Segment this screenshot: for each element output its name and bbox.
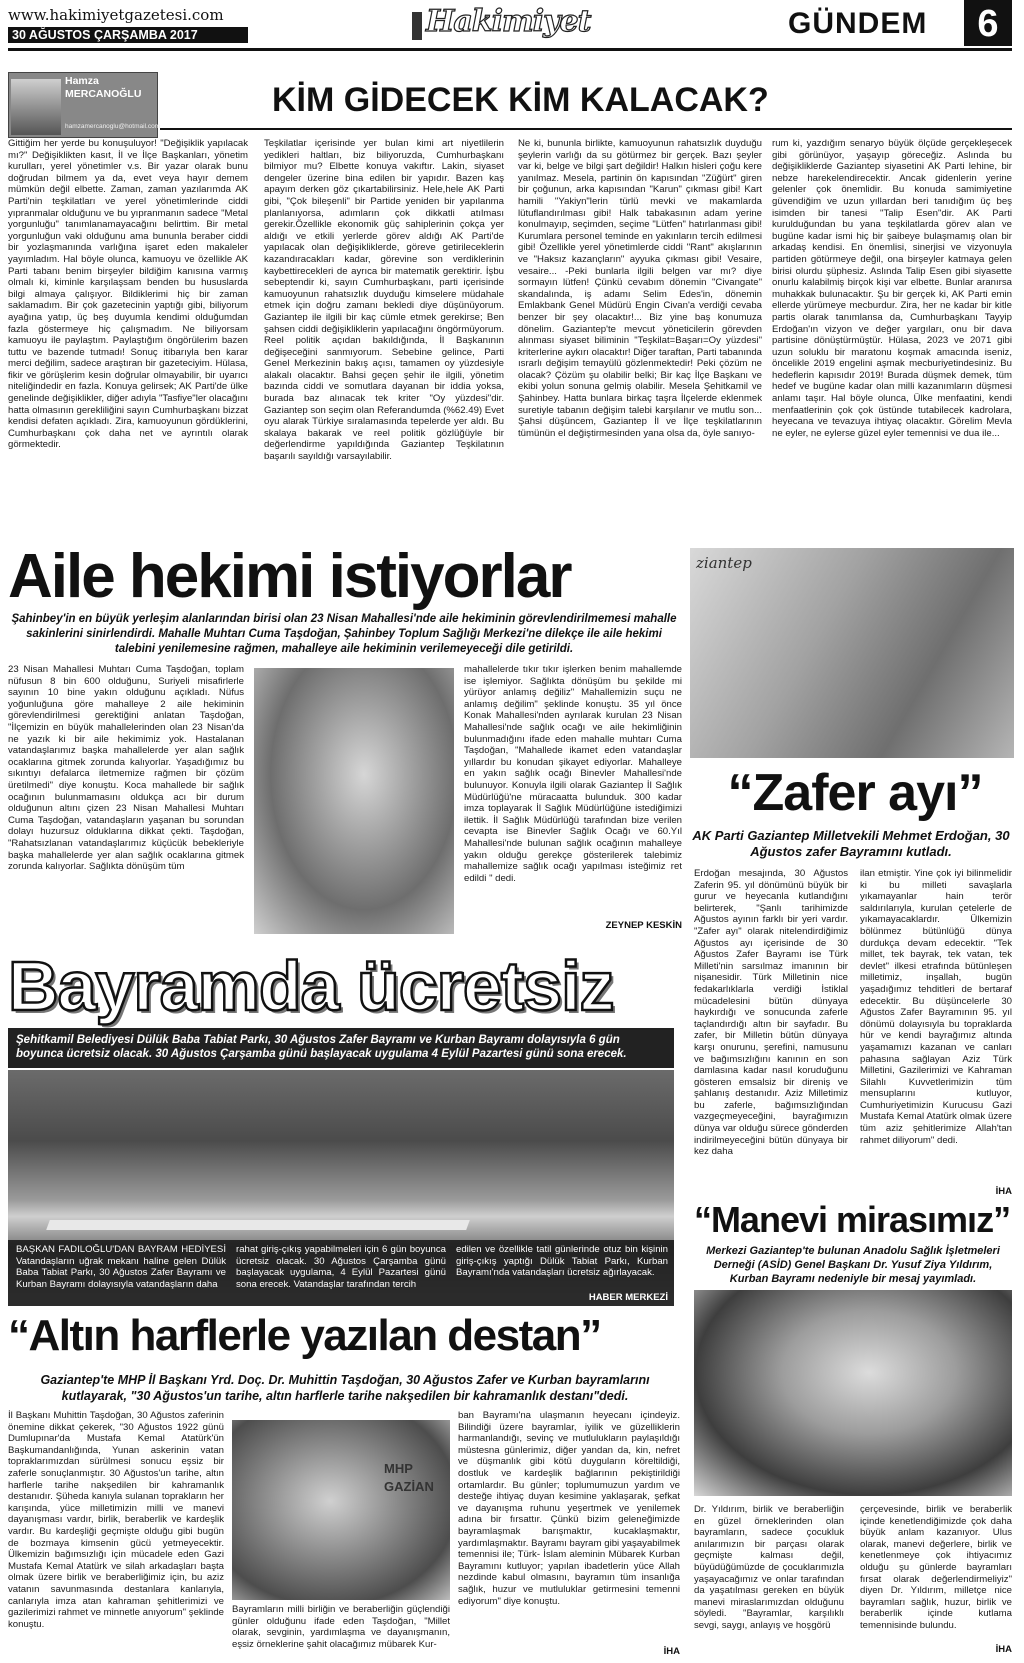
website-url[interactable]: www.hakimiyetgazetesi.com [8,6,224,24]
bayram-byline: HABER MERKEZİ [588,1292,668,1303]
newspaper-logo [412,4,612,44]
column-text-col4: rum ki, yazdığım senaryo büyük ölçüde gerçekleşecek gibi görünüyor, yaşayıp göreceğiz. Aslında bu değişikliklerde Gaziantep siyasetini AK Parti lehine, bir nebze harekelendirecektir. Ancak gidenlerin yerine gelenler çok önemlidir. Bu konuda samimiyetine güvendiğim ve uzun yıllardan beri tanıdığım üç beş isimden bir tanesi "Talip Esen"dir. AK Parti kurulduğundan bu yana teşkilatlarda görev alan ve bugüne kadar ismi hiç bir şaibeye bulaşmamış olan bir arkadaş kendisi. En önemlisi, sinerjisi ve vizyonuyla partiden götürmeye değil, ona birşeyler katmaya gelen birisi olurdu şüphesiz. Aslında Talip Esen gibi siyasette onurlu kalabilmiş birçok kişi var elbette. Bunlar aranırsa muhakkak bulunacaktır. Şu bir gerçek ki, AK Parti emin ellerde yürümeye mecburdur. Zira, her ne kadar bir kitle partis olarak tanımlansa da, Cumhurbaşkanı Tayyip Erdoğan'ın vizyon ve değer yargıları, onu bir dava partisine dönüştürmüştür. Hülasa, 2023 ve 2071 gibi uzun soluklu bir maratonu koşmak amacında iseniz, öncelikle 2019 engelini aşmak mecburiyetindesiniz. Bu hedeflerin kapısıdır 2019! Burada düşmek demek, tüm hedef ve bugüne kadar olan milli kazanımların düşmesi anlamı taşır. Hal böyle olunca, Ülke menfaatini, kendi menfaatlerinin çok çok üstünde tutabilecek kadrolara, heyecana ve tevazuya ihtiyaç olacaktır. Görelim Mevla ne eyler, ne eylerse güzel eyler temennisi ve dua ile... [772,138,1012,439]
page-number: 6 [964,0,1012,46]
manevi-photo [694,1290,1012,1496]
aile-headline: Aile hekimi istiyorlar [8,542,571,611]
altin-text-col3: ban Bayramı'na ulaşmanın heyecanı içindeyiz. Bilindiği üzere bayramlar, iyilik ve güzelliklerin harmanlandığı, sevinç ve mutlulukların paylaşıldığı müstesna günlerimiz, diğer yandan da, kin, nefret ve düşmanlık gibi kötü duyguların köreltildiği, dostluk ve kardeşlik bağlarının pekiştirildiği ortamlardır. Bu günler; toplumumuzun yardım ve desteğe ihtiyaç duyan kesimine yaklaşarak, şefkat ve dayanışma ruhunu yeşertmek ve yenilemek adına bir fırsattır. Çünkü bizim geleneğimizde bayramlaşmak barışmaktır, kucaklaşmaktır, yardımlaşmaktır. Bayramı bayram gibi yaşayabilmek temennisi ile; Türk- İslam aleminin Mübarek Kurban Bayramını kutluyor; yapılan ibadetlerin yüce Allah nezdinde kabul olmasını, bayramın tüm insanlığa sağlık, huzur ve mutluluklar getirmesini temenni ediyorum" diye konuştu. [458,1410,680,1607]
logo-bar-icon [412,12,422,40]
aile-photo [254,668,454,934]
bayram-caption-col3: edilen ve özellikle tatil günlerinde otuz bin kişinin giriş-çıkış yaptığı Dülük Tabiat Parkı, Kurban Bayramı'nda vatandaşları ücretsiz ağırlayacak. [456,1244,668,1279]
author-name: Hamza MERCANOĞLU [65,75,142,100]
column-headline: KİM GİDECEK KİM KALACAK? [272,81,769,119]
zafer-text-col2: ilan etmiştir. Yine çok iyi bilinmelidir ki bu milleti savaşlarla yıkamayanlar hain terör saldırılarıyla, kurulan çetelerle de yıkamayacaklardır. Ülkemizin bölünmez bütünlüğü dünya durdukça devam edecektir. "Tek millet, tek bayrak, tek vatan, tek devlet" ilkesi etrafında bütünleşen milletimiz, inşallah, bugün yaşadığımız tehditleri de bertaraf edecektir. Bu düşüncelerle 30 Ağustos Zafer Bayramının 95. yıl dönümü dolayısıyla bu topraklarda hür ve kendi bayrağımız altında yaşamamızı kazanan ve canları pahasına sağlayan Aziz Türk Milletini, Gazilerimizi ve Kahraman Silahlı Kuvvetlerimizin tüm mensuplarını kutluyor, Cumhuriyetimizin Kurucusu Gazi Mustafa Kemal Atatürk olmak üzere tüm aziz şehitlerimize Allah'tan rahmet diliyorum" dedi. [860,868,1012,1146]
column-text-col2: Teşkilatlar içerisinde yer bulan kimi art niyetlilerin yedikleri haltları, biz biliyoruzda, Cumhurbaşkanı bilmiyor mu? Elbette konuya vakıftır. Lakin, siyaset dengeler üzerine bina edilen bir yapıdır. Bazen kaş apayım derken göz çıkartabilirsiniz. Hele,hele AK Parti gibi, "Çok bileşenli" bir Partide yeniden bir yapılanma planlanıyorsa, adımların çok dikkatli atılması gerekir.Özellikle ekonomik güç sahiplerinin çokça yer aldığı ve etkili yerlerde görev aldığı AK Parti'de yapılacak olan değişikliklerde, göreve getirileceklerin kazandıracakları kadar, görevine son verdiklerinin kaybettirecekleri de ayrıca bir matematik gerektirir. İşbu sebeptendir ki, sayın Cumhurbaşkanı, parti içerisinde kamuoyunun rahatsızlık duyduğu kimselere müdahale etmek için doğru zamanı bekledi diye düşünüyorum. Gaziantep ile ilgili bir kaç cümle etmek gerekirse; Ben şahsen ciddi değişikliklerin yapılacağını öngörmüyorum. Reel politik açıdan bakıldığında, İl Başkanının değişeceğini sanmıyorum. Sebebine gelince, Parti Genel Merkezinin bakış açısı, tamamen oy yüzdesiyle alakalı olacaktır. Bahsi geçen şehir ile ilgili, yönetim bazında ciddi ve somutlara dayanan bir iddia yoksa, burada baz alınacak tek kriter "Oy yüzdesi"dir. Gaziantep son seçim olan Referandumda (%62.49) Evet oyu alarak Türkiye sıralamasında tepelerde yer aldı. Bu skalaya bakarak ve reel politik gözlüğüyle bir değerlendirme yapıldığında Gaziantep Teşkilatının başarılı sayıldığı varsayılabilir. [264,138,504,463]
author-email[interactable]: hamzamercanoglu@hotmail.com [65,123,161,130]
zafer-text-col1: Erdoğan mesajında, 30 Ağustos Zaferin 95. yıl dönümünü büyük bir gurur ve heyecanla kutlandığını belirterek, "Şanlı tarihimizde Ağustos ayının farklı bir yeri vardır. "Zafer ayı" olarak nitelendirdiğimiz Ağustos ayı içerisinde de 30 Ağustos Zafer Bayramı ise Türk Milleti'nin sarsılmaz imanının bir nişanesidir. Türk Milletinin nice fedakarlıklarla verdiği İstiklal mücadelesini bütün dünyaya haykırdığı ve sonucunda zaferle taçlandırdığı altın bir sayfadır. Bu zafer, bir Milletin bütün dünyaya karşı onurunu, şerefini, namusunu ve bağımsızlığını kanının en son damlasına kadar nasıl koruduğunu gösteren emsalsiz bir direniş ve şahlanış destanıdır. Aziz Milletimiz bu zaferle, bağımsızlığından vazgeçmeyeceğini, bayrağımızın dünya var olduğu sürece gönderden indirilmeyeceğini bütün dünyaya bir kez daha [694,868,848,1158]
altin-byline: İHA [663,1646,680,1657]
zafer-brand-text: ziantep [696,554,752,572]
manevi-headline: “Manevi mirasımız” [693,1199,1011,1240]
boardwalk-icon [46,1220,470,1230]
section-title: GÜNDEM [788,7,928,40]
author-box [8,72,161,138]
aile-text-col1: 23 Nisan Mahallesi Muhtarı Cuma Taşdoğan, toplam nüfusun 8 bin 600 olduğunu, Suriyeli misafirlerle sayının 10 bine yakın olduğunu açıkladı. Nüfus yoğunluğuna göre mahalleye 2 aile hekiminin görevlendirilmesi gerektiğini anlatan Taşdoğan, "İlçemizin en büyük mahallelerinden olan 23 Nisan'da ne yazık ki bir aile hekimimiz yok. Hastalanan vatandaşlarımız başka mahallelerde yer alan sağlık ocaklarına gitmek zorunda kalıyorlar. Yaşadığımız bu sıkıntıyı defalarca iletmemize rağmen bir çözüm üretilmedi" diye konuştu. Koca mahallede bir sağlık ocağının bulunmamasını oldukça acı bir durum olduğunun altını çizen 23 Nisan Mahallesi Muhtarı Cuma Taşdoğan, vatandaşların yaşanan bu sorundan dolayı huzursuz olduklarına dikkat çekti. Taşdoğan, "Rahatsızlanan vatandaşlarımız küçücük bebekleriyle başka mahallelerde yer alan sağlık ocaklarına gitmek zorunda kalıyorlar. Sağlıkta dönüşüm tüm [8,664,244,873]
aile-text-col2: mahallelerde tıkır tıkır işlerken benim mahallemde ise işlemiyor. Sağlıkta dönüşüm bu şekilde mi yürüyor anlamış değiliz" Mahallemizin suçu ne anlamış değilim" şeklinde konuştu. 35 yıl önce Konak Mahallesi'nden ayrılarak kurulan 23 Nisan Mahallesi'nde sağlık ocağı ve aile hekimliğinin bulunmadığını ifade eden mahalle muhtarı Cuma Taşdoğan, "Mahallede ikamet eden vatandaşlar yıllardır bu konudan şikayet ediyorlar. Mahalleye en yakın sağlık ocağı Binevler Mahallesi'nde bulunuyor. Konuyla ilgili olarak Gaziantep İl Sağlık Müdürlüğü'ne müracaatta bulunduk. 300 kadar imza toplayarak İl Sağlık Müdürlüğüne istediğimizi ilettik. İl Sağlık Müdürlüğü tarafından bize verilen cevapta ise Binevler Sağlık Ocağı ve 60.Yıl Mahallesi'nde bulunan sağlık ocağının mahalleye yakın olduğu gerekçe gösterilerek talebimiz mahallemize sağlık ocağı yapılması isteğimiz ret edildi " dedi. [464,664,682,884]
manevi-byline: İHA [995,1644,1012,1655]
issue-date: 30 AĞUSTOS ÇARŞAMBA 2017 [8,27,248,43]
zafer-subhead: AK Parti Gaziantep Milletvekili Mehmet Erdoğan, 30 Ağustos zafer Bayramını kutladı. [692,828,1010,859]
bayram-subhead: Şehitkamil Belediyesi Dülük Baba Tabiat Parkı, 30 Ağustos Zafer Bayramı ve Kurban Bayramı dolayısıyla 6 gün boyunca ücretsiz olacak. 30 Ağustos Çarşamba günü başlayacak uygulama 4 Eylül Pazartesi günü sona erecek. [16,1034,627,1060]
zafer-photo [690,548,1014,758]
manevi-subhead: Merkezi Gaziantep'te bulunan Anadolu Sağlık İşletmeleri Derneği (ASİD) Genel Başkanı Dr. Yusuf Ziya Yıldırım, Kurban Bayramı nedeniyle bir mesaj yayımladı. [706,1245,1000,1285]
altin-photo-sign: MHP GAZİAN [384,1461,434,1494]
manevi-text-col2: çerçevesinde, birlik ve beraberlik içinde kenetlendiğimizde çok daha büyük anlam kazanıyor. Ulus olarak, manevi değerlere, birlik ve kenetlenmeye çok ihtiyacımız olduğu şu günlerde bayramları fırsat olarak değerlendirmeliyiz" diyen Dr. Yıldırım, milletçe nice bayramları sağlık, huzur, birlik ve beraberlik içinde kutlama temennisinde bulundu. [860,1504,1012,1631]
column-rule [160,128,1012,130]
author-photo [11,79,61,135]
logo-text: Hakimiyet [426,4,591,39]
bayram-caption-col1: BAŞKAN FADILOĞLU'DAN BAYRAM HEDİYESİ Vatandaşların uğrak mekanı haline gelen Dülük Baba Tabiat Parkı, 30 Ağustos Zafer Bayramı ve Kurban Bayramı dolayısıyla vatandaşların daha [16,1244,226,1290]
bayram-subhead-bar [8,1028,674,1068]
zafer-headline: “Zafer ayı” [727,764,983,822]
bayram-headline: Bayramda ücretsiz [8,947,614,1025]
aile-byline: ZEYNEP KESKİN [605,920,682,931]
header-divider [8,48,1012,51]
altin-headline: “Altın harflerle yazılan destan” [8,1311,601,1360]
column-text-col3: Ne ki, bununla birlikte, kamuoyunun rahatsızlık duyduğu şeylerin varlığı da su götürmez bir gerçek. Bazı şeyler var ki, belge ve bilgi şart değildir! Halkın hisleri çoğu kere yanılmaz. Mesela, partinin ön kapısından "Züğürt" giren bir çoğunun, arka kapısından "Karun" çıkması gibi! Kart hamili "Yakiyn"lerin türlü mevki ve makamlarda lütuflandırılması gibi! Halk tabakasının adam yerine konulmayıp, seçimden, seçime "Lütfen" hatırlanması gibi! Kurumlara personel teminde en yakınların tercih edilmesi gibi! Özellikle yerel yönetimlerde ciddi "Rant" akışlarının ve "Haksız kazançların" ayyuka çıkması gibi! Vesaire, vesaire... -Peki bunlarla ilgili belgen var mı? diye sormayın lütfen! Çünkü cevabım dönemin "Civangate" skandalında, iş adamı Selim Edes'in, dönemin Emlakbank Genel Müdürü Engin Civan'a verdiği cevaba benzer bir şey olacaktır!... Biz yine baş konumuza dönelim. Gaziantep'te mevcut yöneticilerin görevden alınması siyaset biliminin "Teşkilat=Başarı=Oy yüzdesi" kriterlerine aykırı olacaktır! Diğer taraftan, Parti tabanında ısrarlı değişim temayülü gözlenmektedir! Peki çözüm ne olacak? Çözüm şu olabilir belki; Bir kaç İlçe Başkanı ve ekibi yolun sonuna gelmiş olabilir. Mesela Şehitkamil ve Şahinbey. Hatta bunlara birkaç taşra İlçelerde eklenmek suretiyle tabanın değişim talebi karşılanır ve mutlu son... Şahsi düşüncem, Gaziantep İl ve İlçe teşkilatlarının tümünün el değiştirmesinden yana olsa da, öyle sanıyo- [518,138,762,439]
column-text-col1: Gittiğim her yerde bu konuşuluyor! "Değişiklik yapılacak mı?" Değişiklikten kasıt, İl ve İlçe Başkanları, yönetim kurulları, yerel yönetimler v.s. Bir yazar olarak bunu doğrudan bilmem ya da, evet veya hayır demem mümkün değil elbette. Zaman, zaman yazılarımda AK Parti'nin teşkilatları ve yerel yönetimlerinde ciddi yıpranmalar olduğunu ve bu yıpranmanın sadece "Metal yorgunluğu" tanımlanamayacağını belirttim. Bir metal yorgunluğun vaki olduğunu ama bununla beraber ciddi bir yozlaşmanında varlığına işaret eden makaleler yayımladım. Hal böyle olunca, kamuoyu ve özellikle AK Parti tabanı benim birşeyler bildiğim kanısına varmış olmalı ki, kiminle karşılaşsam benden bu hususlarda bilgi almaya çalışıyor. Bildiklerimi hiç bir zaman saklamadım. Bir çok gazetecinin yaptığı gibi, biliyorum ayağına yatıp, üç beş duyumla kendimi olduğumdan fazla göstermeye hiç çalışmadım. Ne biliyorsam kamuoyu ile paylaştım. Paylaştığım öngörülerim bazen tuttu ve bazende tutmadı! Sonuç itibarıyla ben karar merci değilim, sadece araştıran bir gazeteciyim. Hülasa, fikir ve görüşlerim kesin doğrular olmayabilir, bir uyarıcı niteliğindedir en fazla. Konuya gelirsek; AK Parti'de ülke genelinde değişiklikler, diğer adıyla "Tasfiye"ler olacağını hatta olmasının gerekliliğini sayın Cumhurbaşkanı bizzat kendisi defaten açıkladı. Zira, kamuoyunun gördüklerini, Cumhurbaşkanı çok daha net ve ayrıntılı olarak görmektedir. [8,138,248,451]
zafer-byline: İHA [995,1186,1012,1197]
bayram-caption-col2: rahat giriş-çıkış yapabilmeleri için 6 gün boyunca ücretsiz olacak. 30 Ağustos Çarşamba günü başlayacak uygulama, 4 Eylül Pazartesi günü sona erecek. Vatandaşlar tarafından tercih [236,1244,446,1290]
aile-subhead: Şahinbey'in en büyük yerleşim alanlarından birisi olan 23 Nisan Mahallesi'nde aile hekiminin görevlendirilmemesi mahalle sakinlerini sinirlendirdi. Mahalle Muhtarı Cuma Taşdoğan, Şahinbey Toplum Sağlığı Merkezi'ne dilekçe ile aile hekimi talebini yenilemesine rağmen, mahalleye aile hekiminin verilemeyeceği dile getirildi. [11,613,677,655]
altin-photo [232,1420,450,1600]
altin-text-col1: İl Başkanı Muhittin Taşdoğan, 30 Ağustos zaferinin önemine dikkat çekerek, "30 Ağustos 1922 günü Dumlupınar'da Mustafa Kemal Atatürk'ün Başkumandanlığında, Yunan askerinin vatan topraklarımızdan sürülmesi sonucu eşsiz bir zaferle sonuçlanmıştır. 30 Ağustos'un tarihe, altın harflerle tarihe nakşedilen bir kahramanlık destanıdır. Şüheda kanıyla sulanan toprakların her karışında, yüce milletimizin milli ve manevi dayanışması vardır, birlik, beraberlik ve kardeşlik vardır. Bu kardeşliği geçmişte olduğu gibi bugün de bozmaya kimsenin gücü yetmeyecektir. Ülkemizin bağımsızlığı için mücadele eden Gazi Mustafa Kemal Atatürk ve silah arkadaşları başta olmak üzere birlik ve beraberliğimiz için, bu aziz vatanın savunmasında destanlara kanlarıyla, canlarıyla imza atan kahraman şehitlerimizi ve gazilerimizi rahmet ve minnetle anıyorum" şeklinde konuştu. [8,1410,224,1630]
manevi-text-col1: Dr. Yıldırım, birlik ve beraberliğin en güzel örneklerinden olan bayramların, sadece çocukluk anılarımızın bir parçası olarak geçmişte kalması değil, büyüdüğümüzde de çocuklarımızla yaşayacağımız ve onlar tarafından da yaşatılması gereken en büyük manevi miraslarımızdan olduğunu söyledi. "Bayramlar, karşılıklı sevgi, saygı, anlayış ve hoşgörü [694,1504,844,1631]
altin-caption: Bayramların milli birliğin ve beraberliğin güçlendiği günler olduğunu ifade eden Taşdoğan, "Millet olarak, sevginin, yardımlaşma ve dayanışmanın, eşsiz örneklerine şahit olacağımız mübarek Kur- [232,1604,450,1650]
altin-subhead: Gaziantep'te MHP İl Başkanı Yrd. Doç. Dr. Muhittin Taşdoğan, 30 Ağustos Zafer ve Kurban bayramlarını kutlayarak, "30 Ağustos'un tarihe, altın harflerle tarihe nakşedilen bir kahramanlık destanı"dedi. [40,1373,650,1403]
